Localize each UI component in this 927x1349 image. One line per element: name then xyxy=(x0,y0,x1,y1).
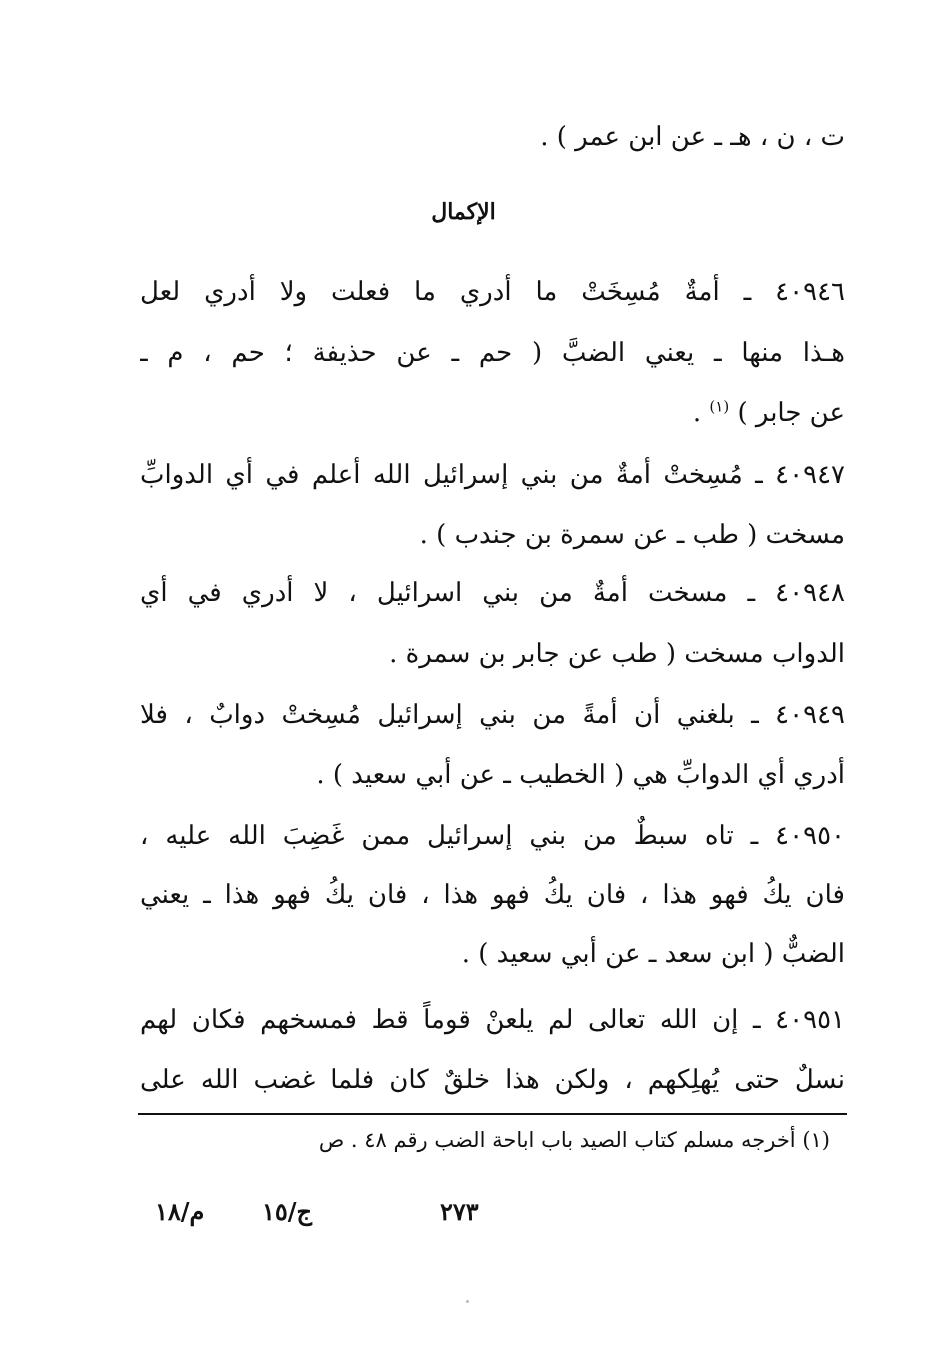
hadith-40950-line-1: ٤٠٩٥٠ ـ تاه سبطٌ من بني إسرائيل ممن غَضِبَ الله عليه ، xyxy=(140,821,845,851)
hadith-40949-line-1: ٤٠٩٤٩ ـ بلغني أن أمةً من بني إسرائيل مُسِختْ دوابٌ ، فلا xyxy=(140,700,845,730)
hadith-40946-line-1: ٤٠٩٤٦ ـ أمةٌ مُسِخَتْ ما أدري ما فعلت ولا أدري لعل xyxy=(140,277,845,307)
hadith-40947-line-1: ٤٠٩٤٧ ـ مُسِختْ أمةٌ من بني إسرائيل الله أعلم في أي الدوابِّ xyxy=(140,460,845,490)
footnote-marker[interactable]: (١) xyxy=(709,397,730,416)
hadith-40948-line-1: ٤٠٩٤٨ ـ مسخت أمةٌ من بني اسرائيل ، لا أدري في أي xyxy=(140,578,845,608)
hadith-40946-line-2: هـذا منها ـ يعني الضبَّ ( حم ـ عن حذيفة ؛ حم ، م ـ xyxy=(140,338,845,368)
section-heading: الإكمال xyxy=(431,199,496,225)
volume-label: ج/١٥ xyxy=(262,1197,313,1226)
hadith-40951-line-2: نسلٌ حتى يُهلِكهم ، ولكن هذا خلقٌ كان فلما غضب الله على xyxy=(140,1065,845,1095)
line-end-period: . xyxy=(692,398,702,428)
hadith-40950-line-3: الضبٌّ ( ابن سعد ـ عن أبي سعيد ) . xyxy=(461,939,845,969)
hadith-40949-line-2: أدري أي الدوابِّ هي ( الخطيب ـ عن أبي سعيد ) . xyxy=(316,760,845,790)
hadith-40948-line-2: الدواب مسخت ( طب عن جابر بن سمرة . xyxy=(389,639,845,669)
hadith-40946-line-3 xyxy=(140,393,845,433)
hadith-40950-line-2: فان يكُ فهو هذا ، فان يكُ فهو هذا ، فان يكُ فهو هذا ـ يعني xyxy=(140,880,845,910)
hadith-40947-line-2: مسخت ( طب ـ عن سمرة بن جندب ) . xyxy=(419,520,845,550)
hadith-40951-line-1: ٤٠٩٥١ ـ إن الله تعالى لم يلعنْ قوماً قط فمسخهم فكان لهم xyxy=(140,1005,845,1035)
print-speck xyxy=(466,1300,469,1303)
page-number: ٢٧٣ xyxy=(440,1197,479,1226)
hadith-40946-source: عن جابر ) xyxy=(737,398,845,428)
continuation-line: ت ، ن ، هـ ـ عن ابن عمر ) . xyxy=(540,122,845,152)
signature-mark: م/١٨ xyxy=(155,1197,205,1226)
footnote-text: (١) أخرجه مسلم كتاب الصيد باب اباحة الضب رقم ٤٨ . ص xyxy=(318,1128,830,1152)
footnote-separator xyxy=(138,1113,847,1115)
